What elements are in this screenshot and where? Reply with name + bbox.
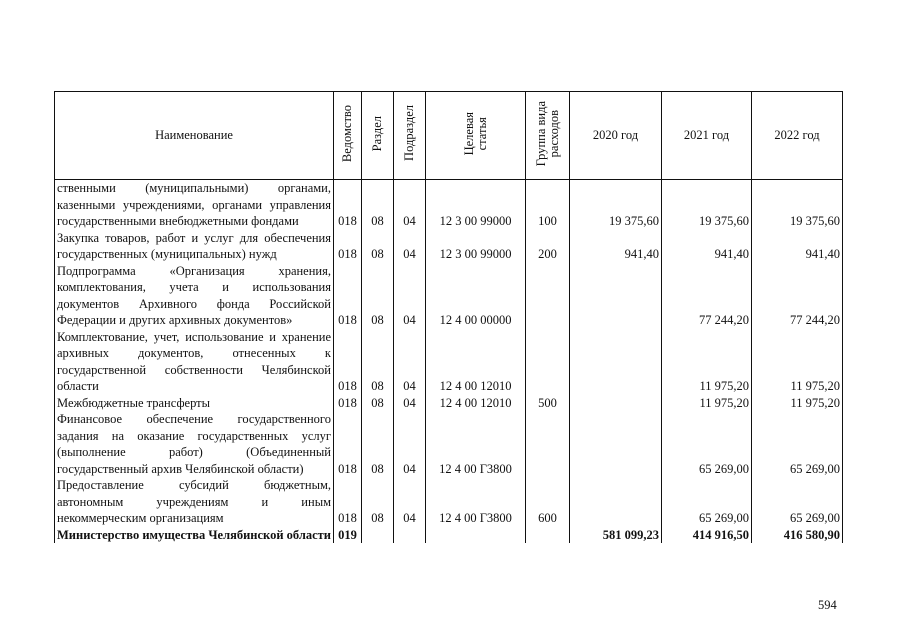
cell-2022: 11 975,20 xyxy=(752,329,843,395)
cell-name: Комплектование, учет, использование и хранение архивных документов, отнесенных к государственной собственности Челябинской области xyxy=(55,329,334,395)
cell-razdel: 08 xyxy=(362,411,394,477)
cell-2022: 11 975,20 xyxy=(752,395,843,412)
cell-gruppa-vida-rashodov xyxy=(526,263,570,329)
cell-gruppa-vida-rashodov xyxy=(526,527,570,544)
cell-name: Предоставление субсидий бюджетным, автономным учреждениям и иным некоммерческим организациям xyxy=(55,477,334,527)
cell-razdel: 08 xyxy=(362,230,394,263)
cell-vedomstvo: 018 xyxy=(334,180,362,230)
cell-vedomstvo: 018 xyxy=(334,411,362,477)
cell-2020 xyxy=(570,411,662,477)
cell-gruppa-vida-rashodov: 500 xyxy=(526,395,570,412)
cell-vedomstvo: 018 xyxy=(334,395,362,412)
table-header-row xyxy=(55,92,843,180)
cell-vedomstvo: 018 xyxy=(334,477,362,527)
cell-gruppa-vida-rashodov xyxy=(526,329,570,395)
cell-2022: 65 269,00 xyxy=(752,411,843,477)
header-name: Наименование xyxy=(55,92,334,180)
cell-2022: 77 244,20 xyxy=(752,263,843,329)
cell-name: Министерство имущества Челябинской области xyxy=(55,527,334,544)
cell-2022: 19 375,60 xyxy=(752,180,843,230)
cell-podrazdel xyxy=(394,527,426,544)
cell-celevaya-statya xyxy=(426,527,526,544)
cell-name: Закупка товаров, работ и услуг для обеспечения государственных (муниципальных) нужд xyxy=(55,230,334,263)
cell-celevaya-statya: 12 4 00 Г3800 xyxy=(426,477,526,527)
cell-podrazdel: 04 xyxy=(394,230,426,263)
cell-2020: 941,40 xyxy=(570,230,662,263)
cell-name: ственными (муниципальными) органами, казенными учреждениями, органами управления государственными внебюджетными фондами xyxy=(55,180,334,230)
cell-podrazdel: 04 xyxy=(394,329,426,395)
cell-celevaya-statya: 12 4 00 12010 xyxy=(426,395,526,412)
header-vedomstvo: Ведомство xyxy=(334,92,362,180)
cell-podrazdel: 04 xyxy=(394,395,426,412)
cell-celevaya-statya: 12 4 00 Г3800 xyxy=(426,411,526,477)
table-row xyxy=(55,230,843,263)
table-row xyxy=(55,180,843,230)
cell-podrazdel: 04 xyxy=(394,263,426,329)
cell-razdel: 08 xyxy=(362,395,394,412)
header-2021: 2021 год xyxy=(662,92,752,180)
cell-2022: 941,40 xyxy=(752,230,843,263)
cell-2020: 19 375,60 xyxy=(570,180,662,230)
header-2020: 2020 год xyxy=(570,92,662,180)
cell-2021: 11 975,20 xyxy=(662,329,752,395)
cell-2020 xyxy=(570,329,662,395)
table-row xyxy=(55,329,843,395)
page-number: 594 xyxy=(818,598,837,612)
cell-celevaya-statya: 12 4 00 00000 xyxy=(426,263,526,329)
cell-gruppa-vida-rashodov xyxy=(526,411,570,477)
table-row xyxy=(55,411,843,477)
table-row xyxy=(55,477,843,527)
header-gruppa-vida-rashodov: Группа вида расходов xyxy=(526,92,570,180)
cell-2021: 19 375,60 xyxy=(662,180,752,230)
cell-razdel: 08 xyxy=(362,477,394,527)
cell-2021: 941,40 xyxy=(662,230,752,263)
cell-razdel: 08 xyxy=(362,263,394,329)
table-row xyxy=(55,395,843,412)
header-celevaya-statya: Целевая статья xyxy=(426,92,526,180)
cell-podrazdel: 04 xyxy=(394,411,426,477)
cell-podrazdel: 04 xyxy=(394,477,426,527)
cell-vedomstvo: 018 xyxy=(334,329,362,395)
cell-2021: 414 916,50 xyxy=(662,527,752,544)
cell-celevaya-statya: 12 4 00 12010 xyxy=(426,329,526,395)
cell-2022: 416 580,90 xyxy=(752,527,843,544)
cell-2021: 77 244,20 xyxy=(662,263,752,329)
header-podrazdel: Подраздел xyxy=(394,92,426,180)
cell-2021: 65 269,00 xyxy=(662,411,752,477)
cell-2020 xyxy=(570,263,662,329)
header-razdel: Раздел xyxy=(362,92,394,180)
cell-razdel: 08 xyxy=(362,329,394,395)
header-2022: 2022 год xyxy=(752,92,843,180)
cell-name: Финансовое обеспечение государственного задания на оказание государственных услуг (выполнение работ) (Объединенный государственный архив Челябинской области) xyxy=(55,411,334,477)
cell-2020 xyxy=(570,477,662,527)
cell-gruppa-vida-rashodov: 600 xyxy=(526,477,570,527)
cell-2020 xyxy=(570,395,662,412)
cell-vedomstvo: 019 xyxy=(334,527,362,544)
cell-2020: 581 099,23 xyxy=(570,527,662,544)
table-row xyxy=(55,527,843,544)
cell-2021: 11 975,20 xyxy=(662,395,752,412)
cell-celevaya-statya: 12 3 00 99000 xyxy=(426,230,526,263)
cell-2021: 65 269,00 xyxy=(662,477,752,527)
cell-podrazdel: 04 xyxy=(394,180,426,230)
cell-celevaya-statya: 12 3 00 99000 xyxy=(426,180,526,230)
cell-vedomstvo: 018 xyxy=(334,263,362,329)
cell-gruppa-vida-rashodov: 100 xyxy=(526,180,570,230)
cell-razdel xyxy=(362,527,394,544)
cell-razdel: 08 xyxy=(362,180,394,230)
cell-2022: 65 269,00 xyxy=(752,477,843,527)
table-row xyxy=(55,263,843,329)
cell-name: Межбюджетные трансферты xyxy=(55,395,334,412)
cell-gruppa-vida-rashodov: 200 xyxy=(526,230,570,263)
cell-vedomstvo: 018 xyxy=(334,230,362,263)
budget-table xyxy=(54,91,843,543)
cell-name: Подпрограмма «Организация хранения, комплектования, учета и использования документов Архивного фонда Российской Федерации и других архивных документов» xyxy=(55,263,334,329)
